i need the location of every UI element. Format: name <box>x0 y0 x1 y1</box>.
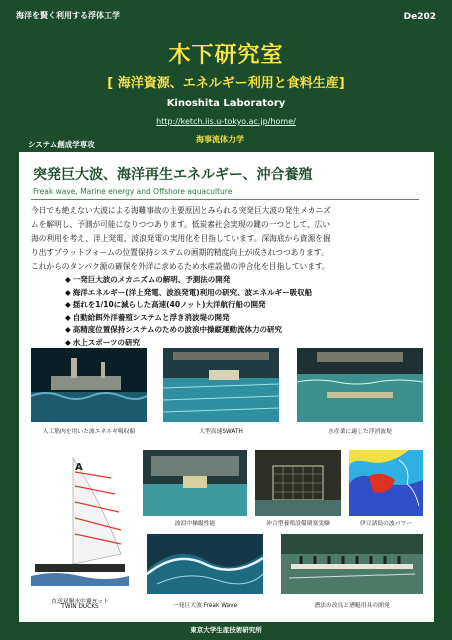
caption: 人工筋肉を用いた波エネルギ吸収船 <box>42 429 136 435</box>
photo-wave-energy-ship <box>31 348 147 422</box>
photo-aquaculture-cage <box>255 450 341 516</box>
department-label: システム創成学専攻 <box>28 140 95 149</box>
research-item: ◆ 揺れを1/10に減らした高速(40ノット)大洋航行船の開発 <box>65 299 312 312</box>
photo-freak-wave <box>147 534 263 594</box>
research-list <box>65 274 312 349</box>
research-item: ◆ 海洋エネルギー(洋上発電、波浪発電)利用の研究、波エネルギー吸収船 <box>65 287 312 300</box>
photo-floating-breakwater <box>297 348 423 422</box>
caption: TWIN DUCKS <box>61 604 99 610</box>
caption: 伊豆諸島の波パワー <box>359 521 413 527</box>
footer-institute: 東京大学生産技術研究所 <box>190 626 262 634</box>
svg-text:A: A <box>75 462 83 473</box>
caption: 大型高速SWATH <box>199 429 243 435</box>
section-heading-en: Freak wave, Marine energy and Offshore aquaculture <box>33 187 233 196</box>
caption: 波浪中操縦性能 <box>174 521 216 527</box>
caption: 直送双胴水中翼ヨット <box>51 599 109 605</box>
section-heading: 突発巨大波、海洋再生エネルギー、沖合養殖 <box>33 167 313 183</box>
photo-rowing <box>281 534 423 594</box>
caption: 一発巨大波 Freak Wave <box>172 603 238 609</box>
caption: 漕法の改良と漕艇用具の開発 <box>314 603 390 609</box>
photo-twin-ducks-yacht <box>31 452 129 586</box>
research-item: ◆ 水上スポーツの研究 <box>65 337 312 350</box>
body-line: これからのタンパク源の確保を外洋に求めるため水産設備の沖合化を目指しています。 <box>31 262 330 271</box>
lab-url-link[interactable]: http://ketch.iis.u-tokyo.ac.jp/home/ <box>156 117 296 126</box>
body-line: 今日でも絶えない大波による海難事故の主要原因とみられる突発巨大波の発生メカニズ <box>31 206 331 215</box>
heading-divider <box>31 199 419 200</box>
poster-code: De202 <box>403 12 436 22</box>
research-item: ◆ 高精度位置保持システムのための波浪中操縦運動流体力の研究 <box>65 324 312 337</box>
lab-subtitle: [ 海洋資源、エネルギー利用と食料生産] <box>107 76 345 91</box>
lab-name-en: Kinoshita Laboratory <box>166 98 286 109</box>
caption: 水産業に適した浮消波堤 <box>328 429 392 435</box>
body-line: ムを解明し、予測が可能になりつつあります。低炭素社会実現の鍵の一つとして、広い <box>31 220 331 229</box>
field-label: 海事流体力学 <box>196 135 244 144</box>
photo-maneuvering-tank <box>143 450 247 516</box>
research-item: ◆ 自動給餌外洋養殖システムと浮き消波堤の開発 <box>65 312 312 325</box>
caption: 沖合型養殖設備閉塞実験 <box>266 521 330 527</box>
lab-name-jp: 木下研究室 <box>168 43 284 68</box>
body-text <box>31 204 423 274</box>
content-panel <box>19 152 434 622</box>
body-line: 海の利用を考え、洋上発電、波浪発電の実用化を目指しています。深海底から資源を掘 <box>31 234 331 243</box>
research-item: ◆ 一発巨大波のメカニズムの解明、予測法の開発 <box>65 274 312 287</box>
body-line: り出すプラットフォームの位置保持システムの画期的精度向上が成されつつあります。 <box>31 248 329 257</box>
photo-wave-power-map <box>349 450 423 516</box>
series-title: 海洋を賢く利用する浮体工学 <box>16 11 120 20</box>
photo-swath-ship <box>163 348 279 422</box>
